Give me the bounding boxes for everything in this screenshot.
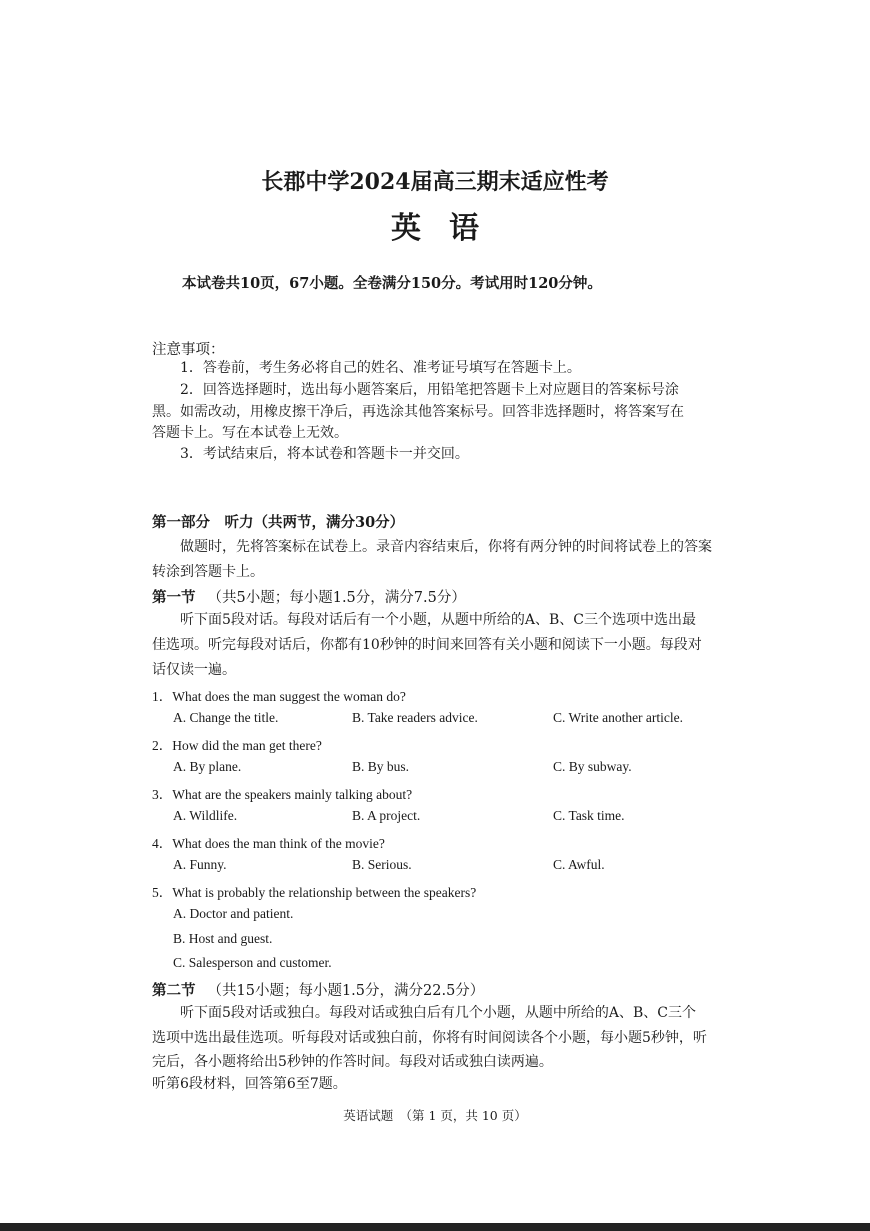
section2-material: 听第6段材料，回答第6至7题。 <box>152 1076 347 1092</box>
q3-option-c: C. Task time. <box>553 808 625 823</box>
section1-heading <box>152 586 466 607</box>
question-4: 4．What does the man think of the movie? <box>152 836 385 851</box>
notice-item-2-cont: 黑。如需改动，用橡皮擦干净后，再选涂其他答案标号。回答非选择题时，将答案写在 <box>152 404 684 420</box>
question-5: 5．What is probably the relationship between the speakers? <box>152 885 477 900</box>
exam-title: 长郡中学2024届高三期末适应性考 <box>261 169 609 195</box>
exam-summary: 本试卷共10页，67小题。全卷满分150分。考试用时120分钟。 <box>182 275 602 292</box>
notice-item-1: 1．答卷前，考生务必将自己的姓名、准考证号填写在答题卡上。 <box>180 360 581 376</box>
section2-label: 第二节 <box>152 982 196 999</box>
q1-option-a: A. Change the title. <box>173 710 279 725</box>
section2-instructions: 听下面5段对话或独白。每段对话或独白后有几个小题，从题中所给的A、B、C三个 <box>180 1005 697 1021</box>
question-1: 1．What does the man suggest the woman do? <box>152 689 406 704</box>
notice-item-2: 2．回答选择题时，选出每小题答案后，用铅笔把答题卡上对应题目的答案标号涂 <box>180 382 679 398</box>
question-3: 3．What are the speakers mainly talking about? <box>152 787 413 802</box>
subject-title: 英语 <box>391 211 507 246</box>
notice-item-2-cont: 答题卡上。写在本试卷上无效。 <box>152 425 348 441</box>
part1-heading: 第一部分 听力（共两节，满分30分） <box>152 514 405 531</box>
section1-label: 第一节 <box>152 589 196 606</box>
q4-option-b: B. Serious. <box>352 857 412 872</box>
section1-info: （共5小题；每小题1.5分，满分7.5分） <box>207 590 466 606</box>
section1-instructions-cont: 话仅读一遍。 <box>152 662 236 678</box>
section2-info: （共15小题；每小题1.5分，满分22.5分） <box>207 983 485 999</box>
section1-instructions-cont: 佳选项。听完每段对话后，你都有10秒钟的时间来回答有关小题和阅读下一小题。每段对 <box>152 637 702 653</box>
q2-option-a: A. By plane. <box>173 759 242 774</box>
q1-option-c: C. Write another article. <box>553 710 684 725</box>
q3-option-b: B. A project. <box>352 808 421 823</box>
bottom-edge <box>0 1223 870 1231</box>
q3-option-a: A. Wildlife. <box>173 808 238 823</box>
section2-instructions-cont: 完后，各小题将给出5秒钟的作答时间。每段对话或独白读两遍。 <box>152 1054 553 1070</box>
q4-option-a: A. Funny. <box>173 857 227 872</box>
page-footer: 英语试题 （第 1 页，共 10 页） <box>343 1108 527 1123</box>
question-2: 2．How did the man get there? <box>152 738 322 753</box>
section1-instructions: 听下面5段对话。每段对话后有一个小题，从题中所给的A、B、C三个选项中选出最 <box>180 612 697 628</box>
section2-instructions-cont: 选项中选出最佳选项。听每段对话或独白前，你将有时间阅读各个小题，每小题5秒钟，听 <box>152 1030 707 1046</box>
q4-option-c: C. Awful. <box>553 857 605 872</box>
q1-option-b: B. Take readers advice. <box>352 710 478 725</box>
q5-option-c: C. Salesperson and customer. <box>173 955 332 970</box>
notice-heading: 注意事项： <box>152 342 225 358</box>
part1-intro-cont: 转涂到答题卡上。 <box>152 564 264 580</box>
notice-item-3: 3．考试结束后，将本试卷和答题卡一并交回。 <box>180 446 469 462</box>
q5-option-a: A. Doctor and patient. <box>173 906 294 921</box>
part1-intro: 做题时，先将答案标在试卷上。录音内容结束后，你将有两分钟的时间将试卷上的答案 <box>180 539 712 555</box>
q5-option-b: B. Host and guest. <box>173 931 273 946</box>
section2-heading <box>152 979 484 1000</box>
q2-option-b: B. By bus. <box>352 759 410 774</box>
q2-option-c: C. By subway. <box>553 759 632 774</box>
